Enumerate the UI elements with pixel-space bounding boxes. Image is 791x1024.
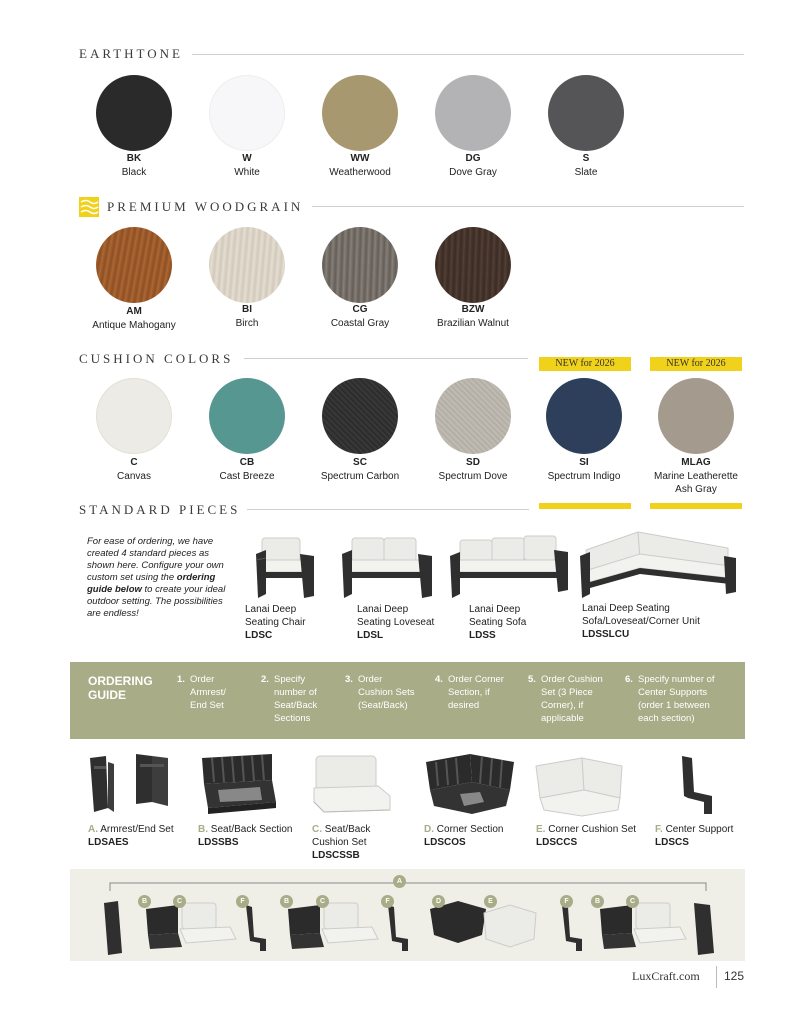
assembly-diagram-art — [70, 869, 745, 961]
piece-label-sofa: Lanai Deep Seating Sofa LDSS — [469, 604, 527, 641]
swatch-name: Cast Breeze — [219, 471, 275, 482]
diagram-marker: F — [381, 895, 394, 908]
earthtone-rule — [192, 54, 744, 55]
swatch-name: Spectrum Indigo — [547, 471, 621, 482]
swatch-code: C — [130, 457, 138, 468]
swatch-spectrum-indigo[interactable] — [546, 378, 622, 454]
new-badge: NEW for 2026 — [539, 357, 631, 371]
diagram-marker-a: A — [393, 875, 406, 888]
diagram-marker: D — [432, 895, 445, 908]
center-support-image[interactable] — [672, 752, 722, 818]
swatch-name: Spectrum Dove — [438, 471, 508, 482]
swatch-name: Antique Mahogany — [92, 320, 176, 331]
corner-section-image[interactable] — [422, 752, 518, 818]
swatch-code: AM — [126, 306, 142, 317]
assembly-diagram — [70, 869, 745, 961]
swatch-brazilian-walnut[interactable] — [435, 227, 511, 303]
lanai-loveseat-image[interactable] — [338, 532, 434, 600]
woodgrain-icon — [79, 197, 99, 217]
swatch-name: Spectrum Carbon — [320, 471, 400, 482]
standard-title: STANDARD PIECES — [79, 502, 241, 517]
swatch-weatherwood[interactable] — [322, 75, 398, 151]
swatch-code: BK — [126, 153, 142, 164]
swatch-dove-gray[interactable] — [435, 75, 511, 151]
swatch-code: DG — [465, 153, 481, 164]
swatch-name: Canvas — [117, 471, 151, 482]
diagram-marker: C — [626, 895, 639, 908]
diagram-marker: F — [560, 895, 573, 908]
diagram-marker: B — [591, 895, 604, 908]
swatch-code: SD — [466, 457, 480, 468]
new-badge: NEW for 2026 — [650, 357, 742, 371]
component-label-c: C. Seat/Back Cushion Set LDSCSSB — [312, 824, 371, 861]
diagram-marker: F — [236, 895, 249, 908]
new-badge-bar — [539, 503, 631, 509]
swatch-antique-mahogany[interactable] — [96, 227, 172, 303]
cushion-header — [79, 350, 233, 368]
swatch-canvas[interactable] — [96, 378, 172, 454]
footer-divider — [716, 966, 717, 988]
swatch-code: S — [582, 153, 590, 164]
diagram-marker: C — [173, 895, 186, 908]
swatch-code: CG — [352, 304, 368, 315]
swatch-name: Coastal Gray — [330, 318, 390, 329]
earthtone-header — [79, 45, 183, 63]
swatch-name: Marine Leatherette — [654, 471, 738, 482]
piece-label-sectional: Lanai Deep Seating Sofa/Loveseat/Corner Unit LDSSLCU — [582, 603, 700, 640]
cushion-title: CUSHION COLORS — [79, 351, 234, 366]
swatch-name: Dove Gray — [449, 167, 497, 178]
swatch-code: BZW — [461, 304, 485, 315]
swatch-code: MLAG — [681, 457, 711, 468]
ordering-guide: ORDERING GUIDE 1. Order Armrest/ End Set 2. Specify number of Seat/Back Sections 3. Order Cushion Sets (Seat/Back) 4. Order Corner Section, if desired 5. Order Cushion Set (3 Piece Corner), if applicable 6. Specify number of Center Supports (order 1 between each section) — [70, 662, 745, 739]
armrest-end-set-image[interactable] — [86, 752, 178, 816]
swatch-name: Brazilian Walnut — [437, 318, 509, 329]
ordering-guide-title: ORDERING GUIDE — [88, 674, 153, 702]
cushion-rule — [244, 358, 528, 359]
standard-header — [79, 501, 240, 519]
seat-back-cushion-set-image[interactable] — [310, 752, 394, 818]
swatch-code: SC — [353, 457, 367, 468]
woodgrain-header — [107, 198, 303, 216]
swatch-marine-leatherette-ash-gray[interactable] — [658, 378, 734, 454]
swatch-black[interactable] — [96, 75, 172, 151]
lanai-sofa-image[interactable] — [448, 530, 570, 600]
swatch-name: Birch — [235, 318, 259, 329]
swatch-name: Black — [121, 167, 147, 178]
piece-label-chair: Lanai Deep Seating Chair LDSC — [245, 604, 306, 641]
lanai-chair-image[interactable] — [252, 532, 322, 600]
swatch-spectrum-dove[interactable] — [435, 378, 511, 454]
component-label-d: D. Corner Section LDSCOS — [424, 824, 504, 848]
component-label-b: B. Seat/Back Section LDSSBS — [198, 824, 293, 848]
footer-site[interactable]: LuxCraft.com — [632, 969, 700, 983]
swatch-coastal-gray[interactable] — [322, 227, 398, 303]
piece-label-loveseat: Lanai Deep Seating Loveseat LDSL — [357, 604, 435, 641]
corner-cushion-set-image[interactable] — [532, 752, 626, 818]
diagram-marker: E — [484, 895, 497, 908]
diagram-marker: C — [316, 895, 329, 908]
swatch-name: White — [234, 167, 260, 178]
seat-back-section-image[interactable] — [198, 752, 280, 818]
earthtone-title: EARTHTONE — [79, 46, 183, 61]
swatch-slate[interactable] — [548, 75, 624, 151]
standard-intro: For ease of ordering, we have created 4 standard pieces as shown here. Configure your own custom set using the ordering guide below to create your ideal outdoor setting. The possibilities are endless! — [87, 536, 226, 619]
woodgrain-rule — [312, 206, 744, 207]
diagram-marker: B — [138, 895, 151, 908]
new-badge-bar — [650, 503, 742, 509]
swatch-code: WW — [350, 153, 370, 164]
swatch-code: W — [242, 153, 252, 164]
swatch-name: Slate — [574, 167, 598, 178]
component-label-e: E. Corner Cushion Set LDSCCS — [536, 824, 637, 848]
diagram-marker: B — [280, 895, 293, 908]
swatch-name-line2: Ash Gray — [675, 484, 717, 495]
swatch-code: BI — [242, 304, 252, 315]
swatch-name: Weatherwood — [329, 167, 391, 178]
swatch-birch[interactable] — [209, 227, 285, 303]
page-number: 125 — [724, 969, 745, 983]
standard-rule — [247, 509, 529, 510]
component-label-f: F. Center Support LDSCS — [655, 824, 734, 848]
swatch-spectrum-carbon[interactable] — [322, 378, 398, 454]
swatch-white[interactable] — [209, 75, 285, 151]
woodgrain-title: PREMIUM WOODGRAIN — [107, 199, 304, 214]
swatch-cast-breeze[interactable] — [209, 378, 285, 454]
component-label-a: A. Armrest/End Set LDSAES — [88, 824, 174, 848]
lanai-sectional-image[interactable] — [578, 526, 738, 600]
swatch-code: CB — [239, 457, 255, 468]
swatch-code: SI — [579, 457, 589, 468]
